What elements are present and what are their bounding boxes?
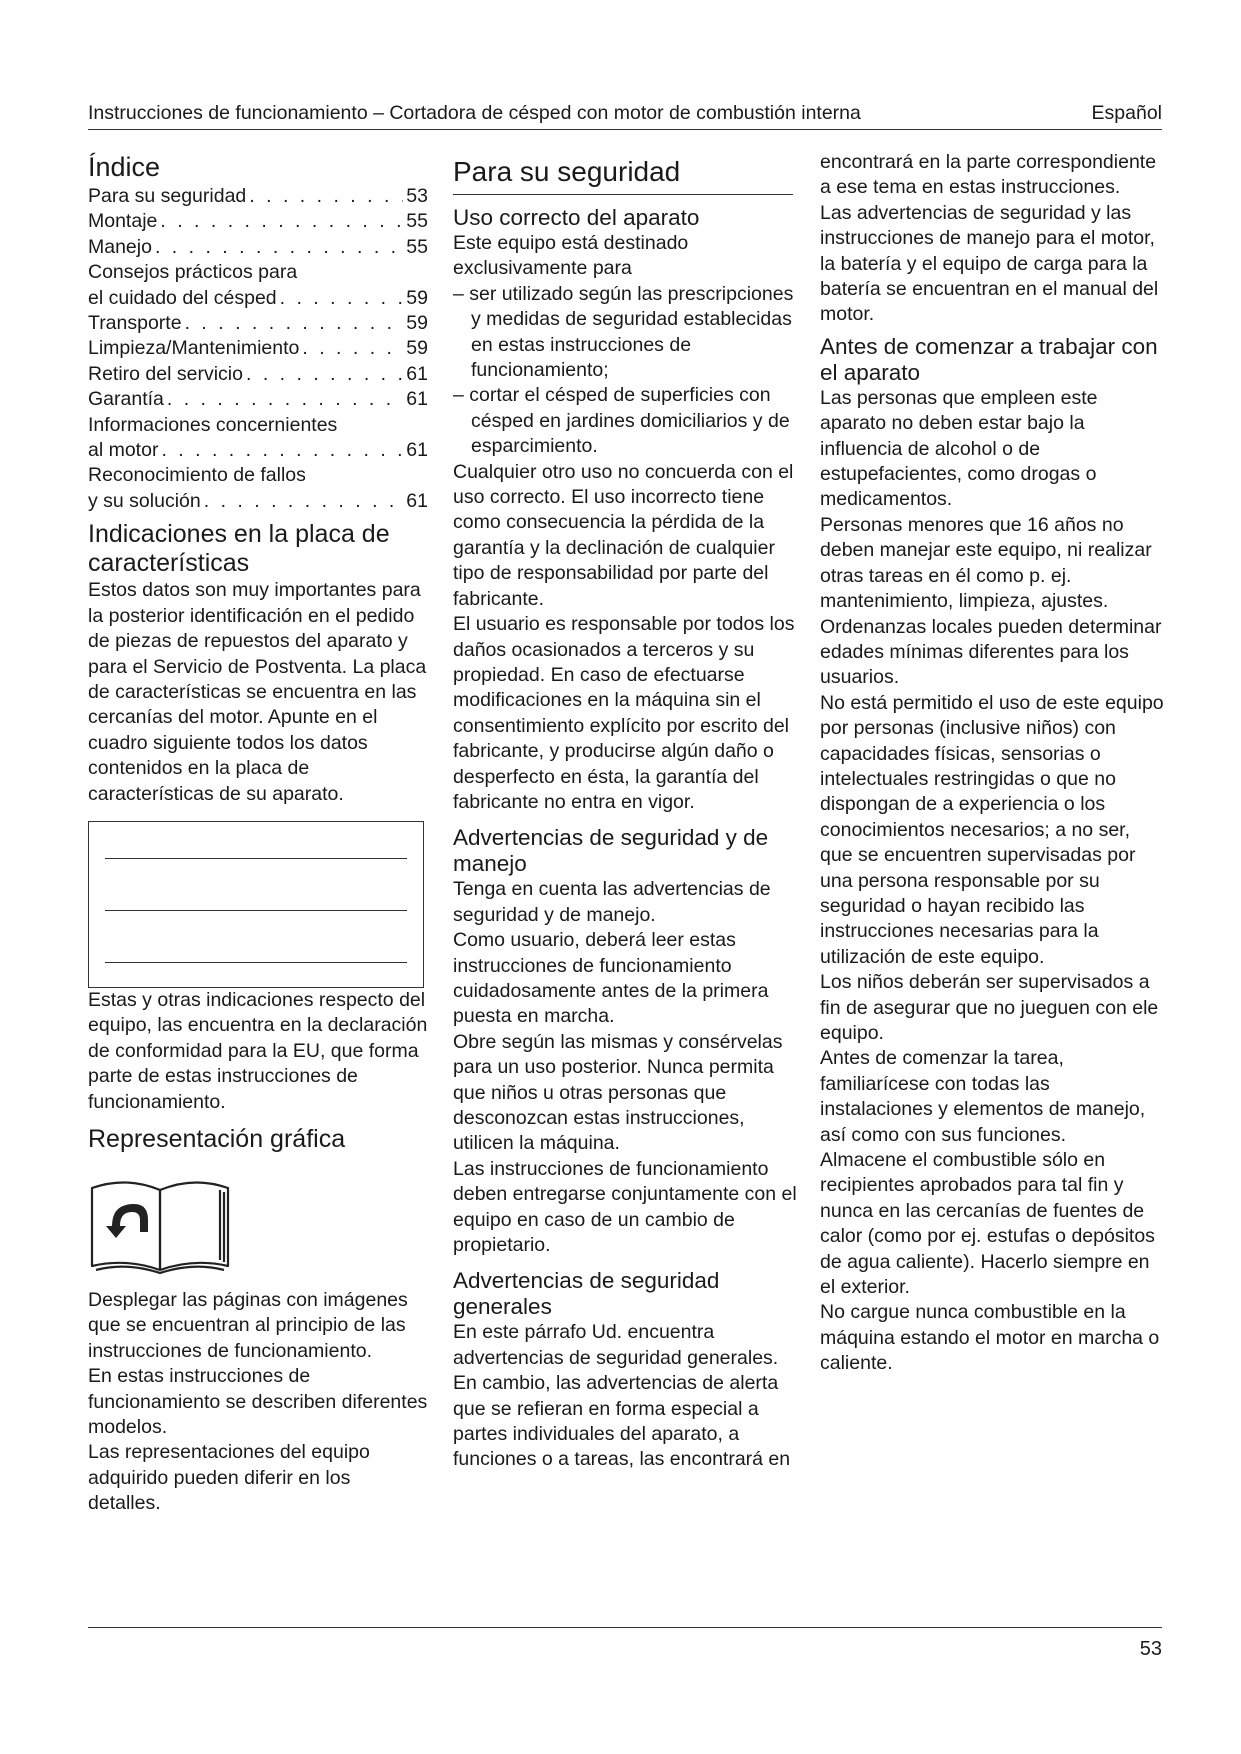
- footer-rule: [88, 1627, 1162, 1628]
- before-work-paragraph: Almacene el combustible sólo en recipientes aprobados para tal fin y nunca en las cercanías de fuentes de calor (como por ej. estufas o depósitos de agua caliente). Hacerlo siempre en el exterior.: [820, 1149, 1155, 1299]
- correct-use-item: – cortar el césped de superficies con césped en jardines domiciliarios y de esparcimiento.: [453, 384, 790, 458]
- nameplate-line[interactable]: [105, 910, 407, 911]
- column-left: [88, 150, 428, 1517]
- safety-title: Para su seguridad: [453, 154, 793, 195]
- graphic-section-title: Representación gráfica: [88, 1124, 346, 1153]
- graphic-paragraph: En estas instrucciones de funcionamiento se describen diferentes modelos.: [88, 1365, 428, 1438]
- nameplate-line[interactable]: [105, 858, 407, 859]
- toc-entry[interactable]: Montaje . . . 55: [88, 209, 428, 234]
- toc-entry[interactable]: Retiro del servicio . . . 61: [88, 362, 428, 387]
- toc-entry[interactable]: Para su seguridad . . . 53: [88, 184, 428, 209]
- plate-section-title: Indicaciones en la placa de características: [88, 520, 390, 578]
- correct-use-title: Uso correcto del aparato: [453, 205, 700, 230]
- before-work-paragraph: No está permitido el uso de este equipo por personas (inclusive niños) con capacidades físicas, sensorias o intelectuales restringidas o que no dispongan de a experiencia o los conocimientos necesarios; a no ser, que se encuentren supervisadas por una persona responsable por su seguridad o hayan recibido las instrucciones necesarias para la utilización de este equipo.: [820, 691, 1164, 968]
- before-work-title: Antes de comenzar a trabajar con el aparato: [820, 333, 1158, 385]
- before-work-paragraph: Personas menores que 16 años no deben manejar este equipo, ni realizar otras tareas en él como p. ej. mantenimiento, limpieza, ajustes. Ordenanzas locales pueden determinar edades mínimas diferentes para los usuarios.: [820, 513, 1162, 689]
- graphic-paragraph: Las representaciones del equipo adquirido pueden diferir en los detalles.: [88, 1441, 370, 1515]
- toc-entry[interactable]: Reconocimiento de fallos y su solución . . . 61: [88, 463, 428, 514]
- before-work-paragraph: Las personas que empleen este aparato no deben estar bajo la influencia de alcohol o de estupefacientes, como drogas o medicamentos.: [820, 386, 1098, 511]
- graphic-paragraph: Desplegar las páginas con imágenes que se encuentran al principio de las instrucciones de funcionamiento.: [88, 1288, 408, 1362]
- before-work-paragraph: Los niños deberán ser supervisados a fin de asegurar que no jueguen con ele equipo.: [820, 971, 1159, 1044]
- warnings-paragraph: Tenga en cuenta las advertencias de seguridad y de manejo.: [453, 878, 771, 926]
- plate-section-body: Estos datos son muy importantes para la posterior identificación en el pedido de piezas de repuestos del aparato y para el Servicio de Postventa. La placa de características se encuentra en las cercanías del motor. Apunte en el cuadro siguiente todos los datos contenidos en la placa de características de su aparato.: [88, 579, 427, 805]
- warnings-title: Advertencias de seguridad y de manejo: [453, 825, 769, 877]
- index-title: Índice: [88, 152, 161, 182]
- header-rule: [88, 129, 1162, 130]
- before-work-paragraph: No cargue nunca combustible en la máquina estando el motor en marcha o caliente.: [820, 1301, 1160, 1375]
- book-page-turn-icon: [88, 1174, 233, 1274]
- toc-entry[interactable]: Transporte . . . 59: [88, 311, 428, 336]
- general-warnings-paragraph: Las advertencias de seguridad y las instrucciones de manejo para el motor, la batería y el equipo de carga para la batería se encuentran en el manual del motor.: [820, 201, 1159, 326]
- nameplate-line[interactable]: [105, 962, 407, 963]
- warnings-paragraph: Como usuario, deberá leer estas instrucciones de funcionamiento cuidadosamente antes de la primera puesta en marcha.: [453, 929, 769, 1028]
- toc-entry[interactable]: Manejo . . . 55: [88, 235, 428, 260]
- column-right: [820, 150, 1165, 1377]
- general-warnings-title: Advertencias de seguridad generales: [453, 1268, 720, 1320]
- toc-entry[interactable]: Informaciones concernientes al motor . . . 61: [88, 413, 428, 464]
- toc-entry[interactable]: Consejos prácticos para el cuidado del césped . . . 59: [88, 260, 428, 311]
- correct-use-paragraph: El usuario es responsable por todos los daños ocasionados a terceros y su propiedad. En caso de efectuarse modificaciones en la máquina sin el consentimiento explícito por escrito del fabricante, y producirse algún daño o desperfecto en ésta, la garantía del fabricante no entra en vigor.: [453, 613, 795, 813]
- warnings-paragraph: Las instrucciones de funcionamiento deben entregarse conjuntamente con el equipo en caso de un cambio de propietario.: [453, 1157, 797, 1257]
- warnings-paragraph: Obre según las mismas y consérvelas para un uso posterior. Nunca permita que niños u otras personas que desconozcan estas instrucciones, utilicen la máquina.: [453, 1030, 783, 1155]
- general-warnings-continued: encontrará en la parte correspondiente a ese tema en estas instrucciones.: [820, 151, 1157, 199]
- column-middle: [453, 150, 797, 1470]
- toc-entry[interactable]: Garantía . . . 61: [88, 387, 428, 412]
- before-work-paragraph: Antes de comenzar la tarea, familiarícese con todas las instalaciones y elementos de manejo, así como con sus funciones.: [820, 1047, 1146, 1146]
- page-number: 53: [1139, 1638, 1162, 1660]
- header-title: Instrucciones de funcionamiento – Cortadora de césped con motor de combustión interna: [88, 102, 861, 124]
- table-of-contents: [88, 184, 428, 514]
- plate-section-after: Estas y otras indicaciones respecto del equipo, las encuentra en la declaración de conformidad para la EU, que forma parte de estas instrucciones de funcionamiento.: [88, 988, 428, 1113]
- header-language: Español: [1091, 102, 1162, 124]
- toc-entry[interactable]: Limpieza/Mantenimiento . . . 59: [88, 336, 428, 361]
- general-warnings-text: En este párrafo Ud. encuentra advertencias de seguridad generales. En cambio, las advertencias de alerta que se refieran en forma especial a partes individuales del aparato, a funciones o a tareas, las encontrará en: [453, 1321, 791, 1471]
- nameplate-data-box[interactable]: [88, 821, 424, 988]
- correct-use-item: – ser utilizado según las prescripciones y medidas de seguridad establecidas en estas instrucciones de funcionamiento;: [453, 282, 794, 382]
- correct-use-intro: Este equipo está destinado exclusivamente para: [453, 232, 689, 280]
- correct-use-paragraph: Cualquier otro uso no concuerda con el uso correcto. El uso incorrecto tiene como consecuencia la pérdida de la garantía y la declinación de cualquier tipo de responsabilidad por parte del fabricante.: [453, 460, 794, 610]
